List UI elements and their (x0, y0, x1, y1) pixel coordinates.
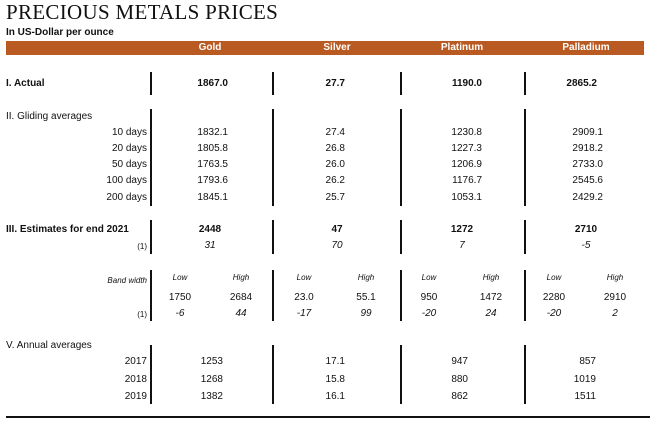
footnote-marker: (1) (137, 310, 147, 319)
band-high-platinum: 1472 (479, 292, 503, 303)
gliding-value: 26.0 (325, 159, 345, 170)
band-low-note: -17 (296, 308, 312, 319)
page-title: PRECIOUS METALS PRICES (6, 0, 279, 24)
estimate-palladium: 2710 (574, 224, 598, 235)
gliding-value: 1227.3 (451, 143, 482, 154)
gliding-value: 1053.1 (451, 192, 482, 203)
col-separator (150, 72, 152, 95)
actual-gold: 1867.0 (197, 78, 228, 89)
band-low-header: Low (421, 273, 437, 282)
estimate-note: 31 (204, 240, 216, 251)
gliding-row-label: 100 days (106, 175, 147, 186)
gliding-row-label: 20 days (111, 143, 147, 154)
gliding-value: 27.4 (325, 127, 345, 138)
gliding-value: 26.8 (325, 143, 345, 154)
band-low-gold: 1750 (168, 292, 192, 303)
annual-value: 947 (451, 356, 468, 367)
annual-value: 1382 (200, 391, 223, 402)
section-label-annual: V. Annual averages (6, 340, 92, 351)
gliding-row-label: 200 days (106, 192, 147, 203)
estimate-silver: 47 (331, 224, 343, 235)
gliding-value: 1805.8 (197, 143, 228, 154)
annual-value: 880 (451, 374, 468, 385)
annual-value: 15.8 (325, 374, 345, 385)
band-high-header: High (606, 273, 624, 282)
gliding-value: 1845.1 (197, 192, 228, 203)
col-separator (272, 270, 274, 321)
gliding-value: 2733.0 (572, 159, 603, 170)
annual-value: 1019 (573, 374, 596, 385)
gliding-value: 2918.2 (572, 143, 603, 154)
col-separator (150, 109, 152, 206)
gliding-value: 1832.1 (197, 127, 228, 138)
band-high-note: 24 (485, 308, 497, 319)
col-separator (400, 220, 402, 254)
col-separator (400, 345, 402, 404)
band-high-silver: 55.1 (356, 292, 376, 303)
col-separator (272, 72, 274, 95)
footer-rule (6, 416, 650, 418)
annual-row-label: 2019 (124, 391, 147, 402)
annual-row-label: 2017 (124, 356, 147, 367)
footnote-marker: (1) (137, 242, 147, 251)
gliding-value: 1793.6 (197, 175, 228, 186)
actual-palladium: 2865.2 (566, 78, 597, 89)
column-header-palladium: Palladium (562, 42, 610, 53)
annual-row-label: 2018 (124, 374, 147, 385)
section-label-estimates: III. Estimates for end 2021 (6, 224, 129, 235)
gliding-value: 2429.2 (572, 192, 603, 203)
band-high-header: High (357, 273, 375, 282)
estimate-gold: 2448 (198, 224, 222, 235)
col-separator (150, 220, 152, 254)
gliding-row-label: 10 days (111, 127, 147, 138)
gliding-row-label: 50 days (111, 159, 147, 170)
gliding-value: 2545.6 (572, 175, 603, 186)
column-header-platinum: Platinum (440, 42, 484, 53)
units-subtitle: In US-Dollar per ounce (6, 27, 114, 38)
column-header-gold: Gold (198, 42, 222, 53)
actual-platinum: 1190.0 (451, 78, 482, 89)
col-separator (524, 270, 526, 321)
annual-value: 17.1 (325, 356, 345, 367)
band-low-note: -20 (421, 308, 437, 319)
gliding-value: 1176.7 (452, 175, 482, 186)
gliding-value: 25.7 (325, 192, 345, 203)
col-separator (400, 109, 402, 206)
gliding-value: 26.2 (325, 175, 345, 186)
col-separator (400, 72, 402, 95)
annual-value: 857 (579, 356, 596, 367)
annual-value: 1268 (200, 374, 223, 385)
estimate-note: -5 (581, 240, 591, 251)
section-label-gliding: II. Gliding averages (6, 111, 93, 122)
col-separator (272, 109, 274, 206)
band-high-note: 44 (235, 308, 247, 319)
band-high-header: High (482, 273, 500, 282)
col-separator (150, 345, 152, 404)
band-high-palladium: 2910 (603, 292, 627, 303)
gliding-value: 2909.1 (572, 127, 603, 138)
col-separator (524, 109, 526, 206)
annual-value: 1253 (200, 356, 223, 367)
band-width-label: Band width (107, 276, 147, 285)
band-low-header: Low (546, 273, 562, 282)
band-low-platinum: 950 (420, 292, 438, 303)
estimate-note: 70 (331, 240, 343, 251)
band-low-header: Low (172, 273, 188, 282)
band-high-header: High (232, 273, 250, 282)
col-separator (400, 270, 402, 321)
gliding-value: 1763.5 (197, 159, 228, 170)
band-low-silver: 23.0 (294, 292, 314, 303)
annual-value: 1511 (574, 391, 596, 402)
band-low-palladium: 2280 (542, 292, 566, 303)
col-separator (524, 345, 526, 404)
band-high-note: 99 (360, 308, 372, 319)
col-separator (524, 72, 526, 95)
gliding-value: 1206.9 (451, 159, 482, 170)
col-separator (524, 220, 526, 254)
band-low-header: Low (296, 273, 312, 282)
col-separator (150, 270, 152, 321)
column-header-silver: Silver (323, 42, 351, 53)
col-separator (272, 345, 274, 404)
col-separator (272, 220, 274, 254)
estimate-platinum: 1272 (450, 224, 474, 235)
estimate-note: 7 (459, 240, 465, 251)
band-high-note: 2 (612, 308, 618, 319)
gliding-value: 1230.8 (451, 127, 482, 138)
annual-value: 16.1 (325, 391, 345, 402)
band-high-gold: 2684 (229, 292, 253, 303)
actual-silver: 27.7 (325, 78, 345, 89)
annual-value: 862 (451, 391, 468, 402)
band-low-note: -20 (546, 308, 562, 319)
section-label-actual: I. Actual (6, 78, 45, 89)
band-low-note: -6 (175, 308, 185, 319)
